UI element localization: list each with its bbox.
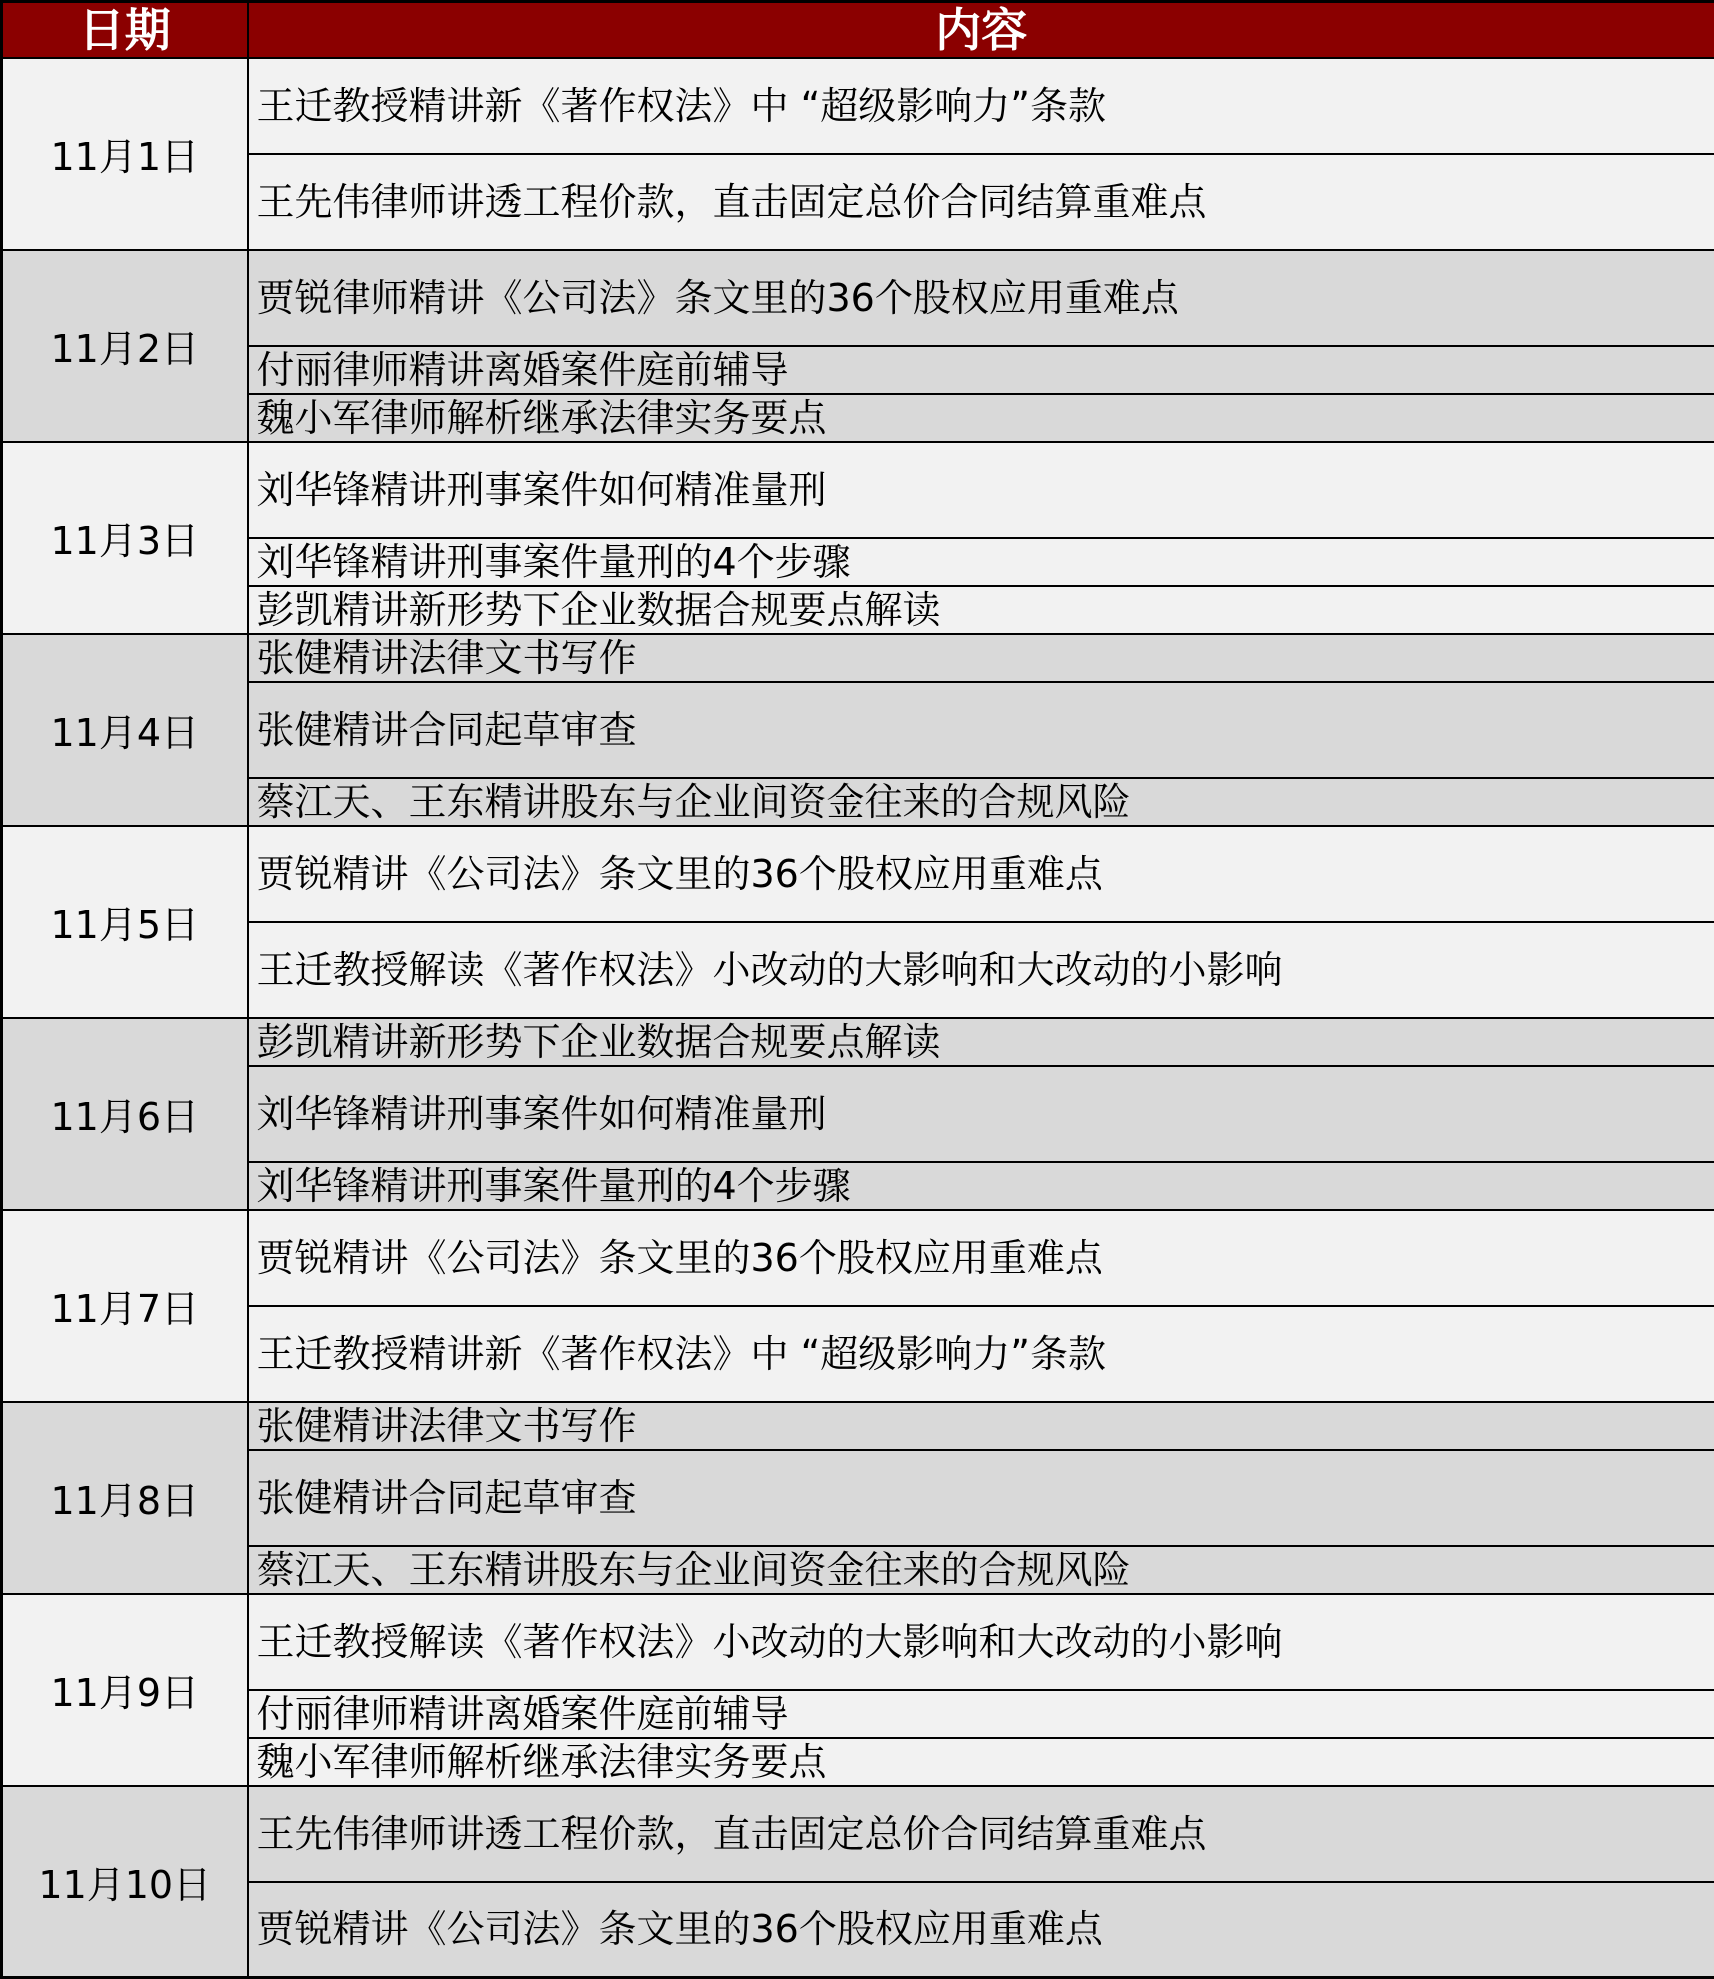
schedule-row bbox=[2, 1306, 1714, 1402]
course-item: 王迁教授精讲新《著作权法》中 “超级影响力”条款 bbox=[248, 1306, 1714, 1402]
date-cell: 11月2日 bbox=[2, 250, 248, 442]
course-item: 魏小军律师解析继承法律实务要点 bbox=[248, 394, 1714, 442]
course-item: 张健精讲合同起草审查 bbox=[248, 1450, 1714, 1546]
schedule-row bbox=[2, 250, 1714, 346]
schedule-row bbox=[2, 1546, 1714, 1594]
schedule-row bbox=[2, 154, 1714, 250]
schedule-row bbox=[2, 634, 1714, 682]
course-item: 付丽律师精讲离婚案件庭前辅导 bbox=[248, 346, 1714, 394]
header-row bbox=[2, 2, 1714, 58]
schedule-row bbox=[2, 1018, 1714, 1066]
schedule-row bbox=[2, 1690, 1714, 1738]
course-item: 贾锐律师精讲《公司法》条文里的36个股权应用重难点 bbox=[248, 250, 1714, 346]
course-item: 张健精讲法律文书写作 bbox=[248, 634, 1714, 682]
course-item: 贾锐精讲《公司法》条文里的36个股权应用重难点 bbox=[248, 1882, 1714, 1978]
schedule-body bbox=[2, 58, 1714, 1978]
date-cell: 11月1日 bbox=[2, 58, 248, 250]
schedule-row bbox=[2, 1066, 1714, 1162]
course-item: 蔡江天、王东精讲股东与企业间资金往来的合规风险 bbox=[248, 1546, 1714, 1594]
date-cell: 11月4日 bbox=[2, 634, 248, 826]
content-column-header: 内容 bbox=[248, 2, 1714, 58]
date-column-header: 日期 bbox=[2, 2, 248, 58]
course-item: 蔡江天、王东精讲股东与企业间资金往来的合规风险 bbox=[248, 778, 1714, 826]
schedule-row bbox=[2, 1210, 1714, 1306]
course-item: 王迁教授解读《著作权法》小改动的大影响和大改动的小影响 bbox=[248, 1594, 1714, 1690]
schedule-row bbox=[2, 1450, 1714, 1546]
date-cell: 11月5日 bbox=[2, 826, 248, 1018]
course-item: 刘华锋精讲刑事案件量刑的4个步骤 bbox=[248, 1162, 1714, 1210]
course-item: 贾锐精讲《公司法》条文里的36个股权应用重难点 bbox=[248, 826, 1714, 922]
course-item: 张健精讲法律文书写作 bbox=[248, 1402, 1714, 1450]
schedule-row bbox=[2, 1738, 1714, 1786]
course-item: 付丽律师精讲离婚案件庭前辅导 bbox=[248, 1690, 1714, 1738]
schedule-row bbox=[2, 538, 1714, 586]
course-item: 王先伟律师讲透工程价款，直击固定总价合同结算重难点 bbox=[248, 1786, 1714, 1882]
date-cell: 11月8日 bbox=[2, 1402, 248, 1594]
course-item: 刘华锋精讲刑事案件量刑的4个步骤 bbox=[248, 538, 1714, 586]
date-cell: 11月10日 bbox=[2, 1786, 248, 1978]
course-item: 王迁教授精讲新《著作权法》中 “超级影响力”条款 bbox=[248, 58, 1714, 154]
schedule-row bbox=[2, 682, 1714, 778]
course-item: 王迁教授解读《著作权法》小改动的大影响和大改动的小影响 bbox=[248, 922, 1714, 1018]
date-cell: 11月9日 bbox=[2, 1594, 248, 1786]
date-cell: 11月7日 bbox=[2, 1210, 248, 1402]
schedule-row bbox=[2, 1162, 1714, 1210]
schedule-row bbox=[2, 1594, 1714, 1690]
date-cell: 11月3日 bbox=[2, 442, 248, 634]
schedule-row bbox=[2, 826, 1714, 922]
course-item: 张健精讲合同起草审查 bbox=[248, 682, 1714, 778]
course-item: 彭凯精讲新形势下企业数据合规要点解读 bbox=[248, 586, 1714, 634]
schedule-row bbox=[2, 1402, 1714, 1450]
course-item: 彭凯精讲新形势下企业数据合规要点解读 bbox=[248, 1018, 1714, 1066]
schedule-row bbox=[2, 922, 1714, 1018]
course-item: 魏小军律师解析继承法律实务要点 bbox=[248, 1738, 1714, 1786]
schedule-row bbox=[2, 1786, 1714, 1882]
course-item: 刘华锋精讲刑事案件如何精准量刑 bbox=[248, 1066, 1714, 1162]
schedule-row bbox=[2, 778, 1714, 826]
course-item: 贾锐精讲《公司法》条文里的36个股权应用重难点 bbox=[248, 1210, 1714, 1306]
schedule-row bbox=[2, 58, 1714, 154]
schedule-row bbox=[2, 394, 1714, 442]
schedule-row bbox=[2, 1882, 1714, 1978]
date-cell: 11月6日 bbox=[2, 1018, 248, 1210]
course-item: 王先伟律师讲透工程价款，直击固定总价合同结算重难点 bbox=[248, 154, 1714, 250]
schedule-row bbox=[2, 442, 1714, 538]
schedule-row bbox=[2, 586, 1714, 634]
course-item: 刘华锋精讲刑事案件如何精准量刑 bbox=[248, 442, 1714, 538]
schedule-row bbox=[2, 346, 1714, 394]
